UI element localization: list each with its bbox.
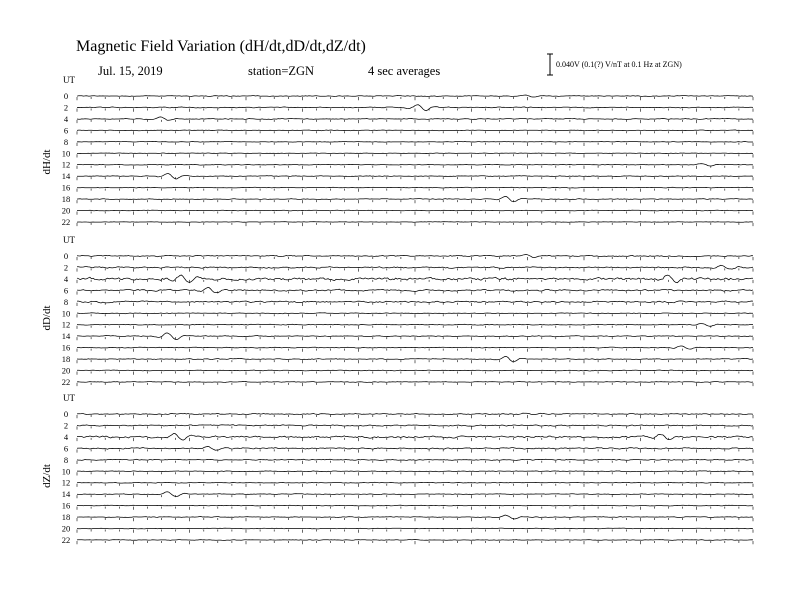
trace-ticks: [77, 109, 753, 112]
data-trace: [77, 164, 753, 166]
data-trace: [77, 370, 753, 371]
date-label: Jul. 15, 2019: [98, 64, 163, 78]
hour-tick-label: 18: [61, 512, 71, 523]
panel-ylabel-3: dZ/dt: [41, 464, 53, 488]
hour-tick-label: 20: [61, 365, 71, 376]
data-trace: [77, 187, 753, 188]
trace-ticks: [77, 268, 753, 271]
trace-ticks: [77, 143, 753, 146]
hour-tick-label: 10: [61, 308, 71, 319]
panel-ylabel-1: dH/dt: [41, 149, 53, 175]
hour-tick-label: 6: [63, 443, 69, 454]
hour-tick-label: 18: [61, 194, 71, 205]
data-trace: [77, 142, 753, 143]
chart-title: Magnetic Field Variation (dH/dt,dD/dt,dZ/dt): [76, 38, 366, 55]
trace-ticks: [77, 154, 753, 157]
data-trace: [77, 505, 753, 506]
hour-tick-label: 8: [63, 296, 69, 307]
trace-ticks: [77, 383, 753, 386]
hour-tick-label: 8: [63, 136, 69, 147]
data-trace: [77, 482, 753, 483]
hour-tick-label: 16: [61, 500, 71, 511]
trace-ticks: [77, 472, 753, 475]
trace-ticks: [77, 120, 753, 123]
hour-tick-label: 10: [61, 148, 71, 159]
data-trace: [77, 222, 753, 223]
trace-ticks: [77, 131, 753, 134]
data-trace: [77, 425, 753, 427]
trace-ticks: [77, 449, 753, 452]
data-trace: [77, 210, 753, 211]
data-trace: [77, 540, 753, 541]
ut-label-1: UT: [63, 75, 75, 85]
trace-ticks: [77, 166, 753, 169]
data-trace: [77, 95, 753, 97]
hour-tick-label: 8: [63, 454, 69, 465]
hour-tick-label: 22: [61, 534, 71, 545]
hour-tick-label: 12: [61, 159, 71, 170]
trace-ticks: [77, 314, 753, 317]
data-trace: [77, 381, 753, 382]
data-trace: [77, 413, 753, 415]
panel-ylabel-2: dD/dt: [41, 305, 53, 331]
trace-ticks: [77, 303, 753, 306]
trace-ticks: [77, 415, 753, 418]
data-trace: [77, 301, 753, 303]
data-trace: [77, 528, 753, 529]
data-trace: [77, 313, 753, 314]
trace-ticks: [77, 426, 753, 429]
trace-ticks: [77, 507, 753, 510]
hour-tick-label: 14: [61, 331, 71, 342]
hour-tick-label: 4: [63, 431, 69, 442]
hour-tick-label: 14: [61, 489, 71, 500]
hour-tick-label: 14: [61, 171, 71, 182]
trace-ticks: [77, 326, 753, 329]
scale-label: 0.040V (0.1(?) V/nT at 0.1 Hz at ZGN): [556, 60, 682, 69]
averaging-label: 4 sec averages: [368, 64, 441, 78]
station-label: station=ZGN: [248, 64, 315, 78]
hour-tick-label: 4: [63, 273, 69, 284]
hour-tick-label: 10: [61, 466, 71, 477]
hour-tick-label: 2: [63, 262, 69, 273]
hour-tick-label: 16: [61, 342, 71, 353]
trace-ticks: [77, 541, 753, 544]
hour-tick-label: 0: [63, 251, 69, 261]
hour-tick-label: 2: [63, 420, 69, 431]
hour-tick-label: 6: [63, 125, 69, 136]
trace-ticks: [77, 257, 753, 260]
trace-ticks: [77, 280, 753, 283]
hour-tick-label: 22: [61, 376, 71, 387]
trace-ticks: [77, 360, 753, 363]
ut-label-3: UT: [63, 393, 75, 403]
trace-ticks: [77, 518, 753, 521]
hour-tick-label: 6: [63, 285, 69, 296]
data-trace: [77, 130, 753, 131]
trace-ticks: [77, 530, 753, 533]
trace-ticks: [77, 438, 753, 441]
trace-ticks: [77, 484, 753, 487]
trace-ticks: [77, 200, 753, 203]
hour-tick-label: 0: [63, 409, 69, 419]
data-trace: [77, 117, 753, 120]
hour-tick-label: 2: [63, 102, 69, 113]
trace-ticks: [77, 372, 753, 375]
data-trace: [77, 153, 753, 154]
trace-ticks: [77, 349, 753, 352]
trace-ticks: [77, 461, 753, 464]
data-trace: [77, 459, 753, 460]
trace-ticks: [77, 223, 753, 226]
hour-tick-label: 20: [61, 523, 71, 534]
hour-tick-label: 18: [61, 354, 71, 365]
hour-tick-label: 4: [63, 113, 69, 124]
hour-tick-label: 20: [61, 205, 71, 216]
hour-tick-label: 12: [61, 319, 71, 330]
hour-tick-label: 16: [61, 182, 71, 193]
data-trace: [77, 471, 753, 472]
trace-ticks: [77, 189, 753, 192]
hour-tick-label: 22: [61, 216, 71, 227]
ut-label-2: UT: [63, 235, 75, 245]
hour-tick-label: 0: [63, 91, 69, 101]
trace-ticks: [77, 212, 753, 215]
trace-ticks: [77, 97, 753, 100]
hour-tick-label: 12: [61, 477, 71, 488]
trace-ticks: [77, 291, 753, 294]
